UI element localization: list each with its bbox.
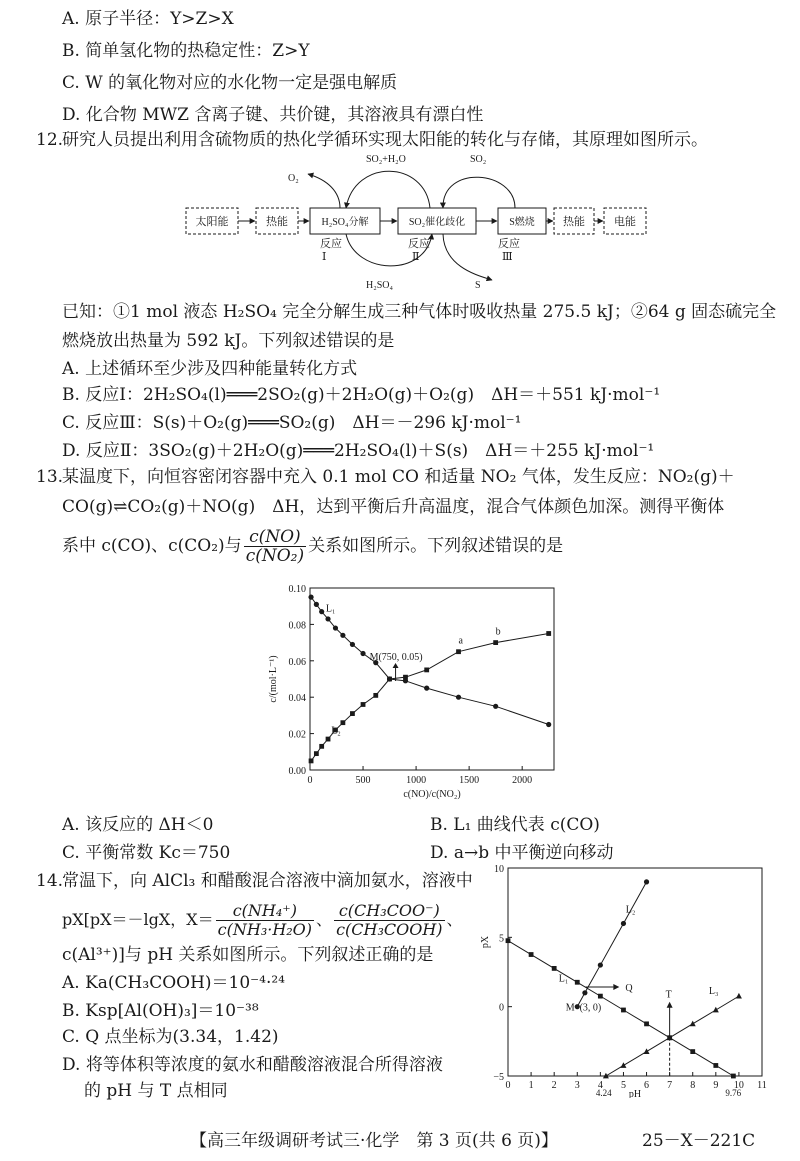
q13-line1: 某温度下，向恒容密闭容器中充入 0.1 mol CO 和适量 NO₂ 气体，发生反应：NO₂(g)＋ [62,467,735,487]
q14-frac2-num: c(CH₃COO⁻) [334,902,444,921]
data-point [308,595,313,600]
q13-option-a: A. 该反应的 ΔH＜0 [62,815,214,835]
series-line-2 [311,634,549,761]
x-tick-label: 0 [505,1080,511,1091]
label-h2so4: H₂SO₄ [366,280,393,291]
x-tick-label: 9 [713,1080,719,1091]
y-axis-label: pX [480,935,491,949]
q13-frac-den: c(NO₂) [245,546,305,566]
q13-line3-post: 关系如图所示。下列叙述错误的是 [308,536,564,556]
q12-known-line2: 燃烧放出热量为 592 kJ。下列叙述错误的是 [62,331,395,351]
x-tick-label: 8 [690,1080,696,1091]
svg-text:热能: 热能 [563,216,585,228]
data-point [731,1074,736,1079]
data-point [373,693,378,698]
series-label-l1: L₁ [325,603,336,615]
plot-frame [310,588,554,770]
q-arrowhead [613,984,619,990]
data-point [506,938,511,943]
label-so2: SO₂ [470,154,487,165]
q14-line2 [62,898,463,942]
data-point [456,695,461,700]
data-point [424,686,429,691]
q12-stem: 研究人员提出利用含硫物质的热化学循环实现太阳能的转化与存储，其原理如图所示。 [62,130,708,150]
series-label-l1: L₁ [558,973,569,985]
q13-option-c: C. 平衡常数 Kc＝750 [62,843,231,863]
svg-text:电能: 电能 [614,216,636,228]
box-heat-energy-1 [256,208,298,234]
q14-line3: c(Al³⁺)]与 pH 关系如图所示。下列叙述正确的是 [62,945,434,965]
q11-option-c: C. W 的氧化物对应的水化物一定是强电解质 [62,73,398,93]
data-point [546,631,551,636]
data-point [387,677,392,682]
y-tick-label: 10 [494,864,504,875]
x-tick-label: 7 [667,1080,673,1091]
q12-option-a: A. 上述循环至少涉及四种能量转化方式 [62,359,358,379]
q14-number: 14. [36,871,64,891]
q14-option-d: D. 将等体积等浓度的氨水和醋酸溶液混合所得溶液 [62,1055,443,1075]
y-tick-label: 0.06 [288,656,306,668]
footer-page-info: 【高三年级调研考试三·化学 第 3 页(共 6 页)】 [190,1131,558,1151]
q13-option-d: D. a→b 中平衡逆向移动 [430,843,614,863]
reaction-2-label: 反应 [408,238,430,250]
series-label-l3: L₃ [708,986,719,998]
t-arrowhead [667,1002,673,1008]
data-point [575,980,580,985]
data-point [403,675,408,680]
q14-option-d-cont: 的 pH 与 T 点相同 [84,1081,228,1101]
x-tick-label: 11 [757,1080,767,1091]
q13-line2: CO(g)⇌CO₂(g)＋NO(g) ΔH，达到平衡后升高温度，混合气体颜色加深。测得平衡体 [62,497,725,517]
q13-frac-num: c(NO) [244,528,306,547]
q11-option-b: B. 简单氢化物的热稳定性：Z>Y [62,41,310,61]
y-axis-label: c/(mol·L⁻¹) [268,655,279,703]
data-point [340,633,345,638]
data-point [713,1007,719,1013]
m-arrowhead [393,663,399,668]
q13-fraction [244,528,306,565]
data-point [598,962,603,967]
svg-text:S燃烧: S燃烧 [509,217,535,228]
q12-known-line1: 已知：①1 mol 液态 H₂SO₄ 完全分解生成三种气体时吸收热量 275.5 kJ；②64 g 固态硫完全 [62,302,777,322]
data-point [552,966,557,971]
annotation-m-coords: (3, 0) [579,1002,602,1014]
data-point [350,711,355,716]
q14-chart [478,858,778,1098]
data-point [456,649,461,654]
reaction-3-label: 反应 [498,238,520,250]
x-tick-label: 6 [644,1080,650,1091]
q14-option-c: C. Q 点坐标为(3.34，1.42) [62,1027,279,1047]
data-point [314,602,319,607]
reaction-1-label: 反应 [320,238,342,250]
y-tick-label: 0.00 [288,766,306,777]
x-tick-label: 0 [307,775,313,786]
x-tick-label: 1500 [459,775,480,786]
svg-text:H₂SO₄分解: H₂SO₄分解 [321,217,369,228]
q12-cycle-diagram [180,150,660,295]
data-point [713,1063,718,1068]
x-tick-label: 1000 [406,775,427,786]
x-tick-label: 1 [528,1080,534,1091]
q14-option-b: B. Ksp[Al(OH)₃]＝10⁻³⁸ [62,1001,259,1021]
svg-text:热能: 热能 [266,216,288,228]
svg-text:太阳能: 太阳能 [195,216,229,228]
label-so2-h2o: SO₂+H₂O [366,154,406,165]
q13-line3-pre: 系中 c(CO)、c(CO₂)与 [62,536,242,556]
plot-frame [508,868,762,1076]
x-axis-label: c(NO)/c(NO₂) [403,789,461,800]
series-label-l2: L₂ [331,725,341,737]
data-point [529,952,534,957]
q13-chart [262,578,562,804]
data-point [360,651,365,656]
q14-line2-pre: pX[pX＝－lgX，X＝ [62,910,214,929]
q13-option-b: B. L₁ 曲线代表 c(CO) [430,815,600,835]
y-tick-label: 0.02 [288,729,306,741]
q12-number: 12. [36,130,64,150]
data-point [598,994,603,999]
data-point [424,668,429,673]
q14-frac2-den: c(CH₃COOH) [336,920,443,939]
series-line-1 [508,941,733,1076]
label-s: S [475,280,481,291]
q14-fraction-2 [334,902,444,939]
x-tick-label: 2000 [512,775,533,786]
q14-line1: 常温下，向 AlCl₃ 和醋酸混合溶液中滴加氨水，溶液中 [62,871,473,891]
x-tick-label: 5 [620,1080,626,1091]
series-label-l2: L₂ [625,904,636,916]
annotation-m: M(750, 0.05) [369,652,423,663]
data-point [319,609,324,614]
data-point [621,1008,626,1013]
reaction-3-numeral: Ⅲ [502,251,513,263]
box-solar-energy [186,208,238,234]
data-point [493,640,498,645]
box-electric-energy [604,208,646,234]
q12-option-c: C. 反应Ⅲ：S(s)＋O₂(g)═══SO₂(g) ΔH＝－296 kJ·mol⁻¹ [62,413,522,433]
data-point [314,751,319,756]
data-point [644,1021,649,1026]
label-o2: O₂ [288,173,299,184]
q11-option-a: A. 原子半径：Y>Z>X [62,9,234,29]
data-point [546,722,551,727]
data-point [325,616,330,621]
q14-frac1-den: c(NH₃·H₂O) [217,920,313,939]
annotation-m: M [565,1002,575,1014]
annotation-q: Q [625,982,633,994]
y-tick-label: 5 [499,933,504,945]
y-tick-label: 0 [499,1002,504,1014]
data-point [326,737,331,742]
box-so2-disproportionation [398,208,476,234]
q14-option-a: A. Ka(CH₃COOH)＝10⁻⁴·²⁴ [62,973,285,993]
data-point [644,879,649,884]
data-point [340,720,345,725]
svg-text:SO₂催化歧化: SO₂催化歧化 [408,217,466,228]
x-axis-label: pH [628,1089,642,1098]
y-tick-label: 0.08 [288,620,306,632]
x-tick-label: 500 [355,775,371,786]
q11-option-d: D. 化合物 MWZ 含离子键、共价键，其溶液具有漂白性 [62,105,484,125]
q14-line2-post: 、 [446,910,463,929]
q13-number: 13. [36,467,64,487]
y-tick-label: −5 [493,1072,504,1083]
y-tick-label: 0.10 [288,584,306,595]
data-point [621,921,626,926]
data-point [620,1062,626,1068]
q12-option-d: D. 反应Ⅱ：3SO₂(g)＋2H₂O(g)═══2H₂SO₄(l)＋S(s) ΔH＝＋255 kJ·mol⁻¹ [62,441,655,461]
x-tick-label: 2 [551,1080,557,1091]
box-h2so4-decomposition [310,208,380,234]
data-point [736,993,742,999]
y-tick-label: 0.04 [288,693,306,705]
data-point [350,642,355,647]
annotation-b: b [495,626,501,638]
q14-frac1-num: c(NH₄⁺) [216,902,314,921]
data-point [582,990,587,995]
q14-sep: 、 [316,910,333,929]
annotation-a: a [458,635,463,647]
data-point [644,1048,650,1054]
annotation-9-76: 9.76 [725,1088,742,1098]
data-point [319,744,324,749]
x-tick-label: 4 [597,1080,603,1091]
q14-fraction-1 [216,902,314,939]
data-point [690,1021,696,1027]
x-tick-label: 10 [733,1080,744,1091]
q12-option-b: B. 反应Ⅰ：2H₂SO₄(l)═══2SO₂(g)＋2H₂O(g)＋O₂(g) ΔH＝＋551 kJ·mol⁻¹ [62,385,661,405]
q13-line3 [62,526,563,566]
data-point [309,759,314,764]
x-tick-label: 3 [574,1080,580,1091]
series-line-2 [577,882,646,1007]
data-point [333,625,338,630]
data-point [493,704,498,709]
annotation-4-24: 4.24 [595,1088,612,1098]
reaction-2-numeral: Ⅱ [412,251,420,263]
footer-code: 25－X－221C [642,1131,756,1151]
reaction-1-numeral: Ⅰ [322,251,327,263]
annotation-t: T [665,989,672,1001]
box-s-combustion [498,208,546,234]
box-heat-energy-2 [554,208,594,234]
data-point [361,702,366,707]
data-point [690,1049,695,1054]
series-line-3 [606,996,739,1076]
series-line-1 [311,597,549,724]
